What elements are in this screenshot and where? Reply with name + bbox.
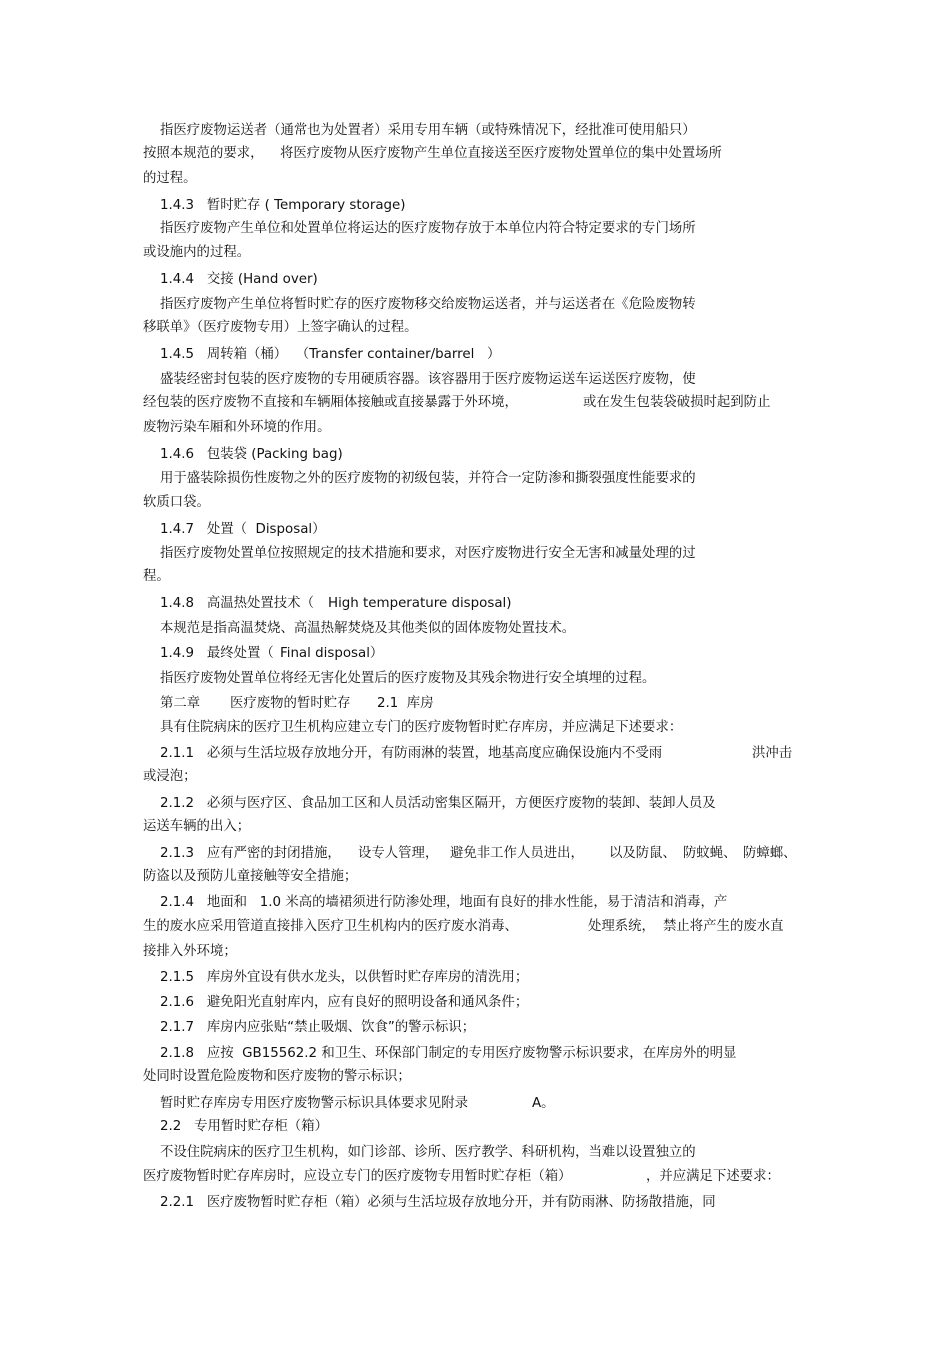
text-line: 禁止将产生的废水直	[663, 919, 784, 934]
text-line: 防蚊蝇、	[683, 846, 737, 861]
text-line: 2.1.6 避免阳光直射库内，应有良好的照明设备和通风条件；	[160, 995, 529, 1010]
section-heading: 1.4.3 暂时贮存 ( Temporary storage)	[160, 198, 406, 213]
text-line: 用于盛装除损伤性废物之外的医疗废物的初级包装，并符合一定防渗和撕裂强度性能要求的	[160, 471, 696, 486]
text-line: 程。	[143, 569, 170, 584]
text-line: 指医疗废物产生单位和处置单位将运达的医疗废物存放于本单位内符合特定要求的专门场所	[160, 221, 696, 236]
text-line: 或在发生包装袋破损时起到防止	[583, 395, 771, 410]
text-line: 暂时贮存库房专用医疗废物警示标识具体要求见附录	[160, 1096, 468, 1111]
text-line: 2.2.1 医疗废物暂时贮存柜（箱）必须与生活垃圾存放地分开，并有防雨淋、防扬散措施，同	[160, 1195, 716, 1210]
text-line: 医疗废物暂时贮存库房时，应设立专门的医疗废物专用暂时贮存柜（箱）	[143, 1169, 572, 1184]
chapter-title: 医疗废物的暂时贮存	[230, 696, 351, 711]
text-line: 具有住院病床的医疗卫生机构应建立专门的医疗废物暂时贮存库房，并应满足下述要求：	[160, 720, 683, 735]
text-line: 2.1.4 地面和 1.0 米高的墙裙须进行防渗处理，地面有良好的排水性能，易于清洁和消毒，产	[160, 895, 728, 910]
text-line: 以及防鼠、	[609, 846, 676, 861]
text-line: 2.1.3 应有严密的封闭措施，	[160, 846, 341, 861]
text-line: 处同时设置危险废物和医疗废物的警示标识；	[143, 1069, 411, 1084]
text-line: 指医疗废物处置单位按照规定的技术措施和要求，对医疗废物进行安全无害和减量处理的过	[160, 546, 696, 561]
text-line: 防盗以及预防儿童接触等安全措施；	[143, 869, 358, 884]
text-line: 防蟑螂、	[743, 846, 797, 861]
section-heading: 1.4.7 处置（ Disposal）	[160, 522, 326, 537]
text-line: 指医疗废物运送者（通常也为处置者）采用专用车辆（或特殊情况下，经批准可使用船只）	[160, 123, 696, 138]
text-line: 或设施内的过程。	[143, 245, 251, 260]
text-line: ，并应满足下述要求：	[646, 1169, 780, 1184]
section-heading: 1.4.9 最终处置（	[160, 646, 274, 661]
text-line: 接排入外环境；	[143, 944, 237, 959]
text-line: 2.1.2 必须与医疗区、食品加工区和人员活动密集区隔开，方便医疗废物的装卸、装卸人员及	[160, 796, 716, 811]
text-line: 或浸泡；	[143, 769, 197, 784]
text-line: 指医疗废物产生单位将暂时贮存的医疗废物移交给废物运送者，并与运送者在《危险废物转	[160, 297, 696, 312]
text-line: 指医疗废物处置单位将经无害化处置后的医疗废物及其残余物进行安全填埋的过程。	[160, 671, 656, 686]
section-heading: 1.4.5 周转箱（桶） （Transfer container/barrel ）	[160, 347, 501, 362]
text-line: 软质口袋。	[143, 495, 210, 510]
section-heading: High temperature disposal)	[328, 596, 512, 611]
text-line: 将医疗废物从医疗废物产生单位直接送至医疗废物处置单位的集中处置场所	[280, 146, 722, 161]
text-line: 盛装经密封包装的医疗废物的专用硬质容器。该容器用于医疗废物运送车运送医疗废物，使	[160, 372, 696, 387]
text-line: 避免非工作人员进出，	[450, 846, 584, 861]
text-line: 设专人管理，	[358, 846, 439, 861]
text-line: 洪冲击	[752, 746, 793, 761]
section-heading: Final disposal）	[280, 646, 384, 661]
text-line: 2.1.5 库房外宜设有供水龙头，以供暂时贮存库房的清洗用；	[160, 970, 529, 985]
text-line: 处理系统，	[588, 919, 655, 934]
text-line: A。	[532, 1096, 555, 1111]
text-line: 运送车辆的出入；	[143, 819, 251, 834]
text-line: 移联单》（医疗废物专用）上签字确认的过程。	[143, 320, 418, 335]
text-line: 2.1.8 应按 GB15562.2 和卫生、环保部门制定的专用医疗废物警示标识要求，在库房外的明显	[160, 1046, 737, 1061]
chapter-heading: 第二章	[160, 696, 201, 711]
text-line: 按照本规范的要求，	[143, 146, 264, 161]
section-heading: 2.1 库房	[377, 696, 434, 711]
text-line: 不设住院病床的医疗卫生机构，如门诊部、诊所、医疗教学、科研机构，当难以设置独立的	[160, 1145, 696, 1160]
text-line: 经包装的医疗废物不直接和车辆厢体接触或直接暴露于外环境，	[143, 395, 518, 410]
text-line: 生的废水应采用管道直接排入医疗卫生机构内的医疗废水消毒、	[143, 919, 518, 934]
text-line: 废物污染车厢和外环境的作用。	[143, 420, 331, 435]
text-line: 本规范是指高温焚烧、高温热解焚烧及其他类似的固体废物处置技术。	[160, 621, 576, 636]
section-heading: 1.4.6 包装袋 (Packing bag)	[160, 447, 343, 462]
section-heading: 1.4.8 高温热处置技术（	[160, 596, 314, 611]
text-line: 2.1.7 库房内应张贴“禁止吸烟、饮食”的警示标识；	[160, 1020, 476, 1035]
section-heading: 2.2 专用暂时贮存柜（箱）	[160, 1119, 328, 1134]
section-heading: 1.4.4 交接 (Hand over)	[160, 272, 318, 287]
text-line: 的过程。	[143, 171, 197, 186]
text-line: 2.1.1 必须与生活垃圾存放地分开，有防雨淋的装置，地基高度应确保设施内不受雨	[160, 746, 663, 761]
